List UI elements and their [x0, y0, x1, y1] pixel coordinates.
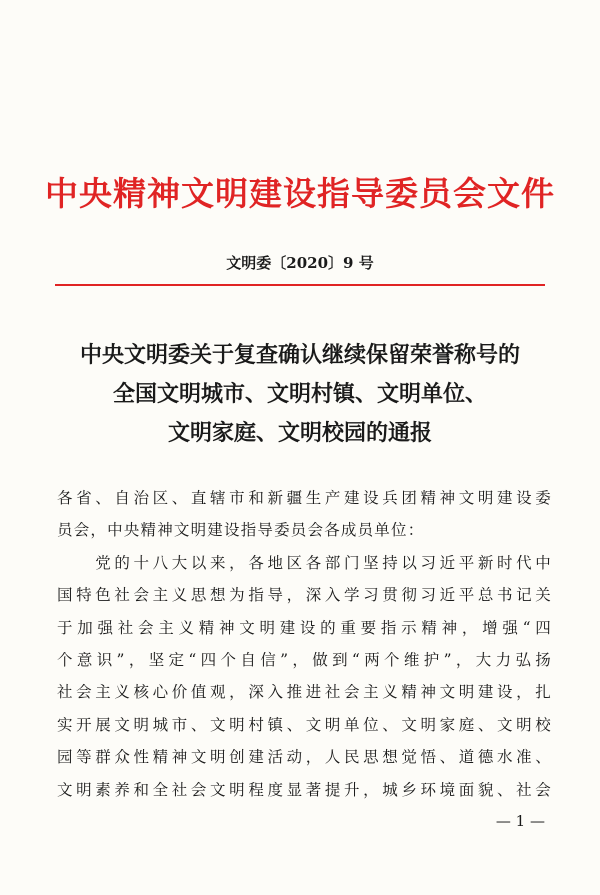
notice-title-line: 全国文明城市、文明村镇、文明单位、	[112, 381, 487, 407]
body-line: 园等群众性精神文明创建活动，人民思想觉悟、道德水准、	[57, 748, 552, 767]
notice-title	[30, 336, 570, 453]
notice-title-line: 中央文明委关于复查确认继续保留荣誉称号的	[79, 342, 520, 368]
body-line: 于加强社会主义精神文明建设的重要指示精神，增强“四	[57, 618, 552, 637]
body-line: 个意识”，坚定“四个自信”，做到“两个维护”，大力弘扬	[57, 651, 552, 670]
document-header: 中央精神文明建设指导委员会文件	[45, 174, 555, 213]
red-divider	[55, 284, 545, 286]
body-line: 社会主义核心价值观，深入推进社会主义精神文明建设，扎	[57, 683, 552, 702]
page-number: — 1 —	[495, 812, 545, 830]
body-line: 员会，中央精神文明建设指导委员会各成员单位：	[57, 521, 425, 540]
body-line: 国特色社会主义思想为指导，深入学习贯彻习近平总书记关	[57, 586, 552, 605]
body-line: 各省、自治区、直辖市和新疆生产建设兵团精神文明建设委	[57, 489, 552, 507]
body-line: 实开展文明城市、文明村镇、文明单位、文明家庭、文明校	[57, 715, 552, 734]
notice-title-line: 文明家庭、文明校园的通报	[167, 420, 432, 446]
notice-body	[57, 482, 552, 806]
document-number: 文明委〔2020〕9 号	[226, 254, 374, 272]
body-line: 党的十八大以来，各地区各部门坚持以习近平新时代中	[57, 553, 552, 572]
body-line: 文明素养和全社会文明程度显著提升，城乡环境面貌、社会	[57, 780, 552, 799]
